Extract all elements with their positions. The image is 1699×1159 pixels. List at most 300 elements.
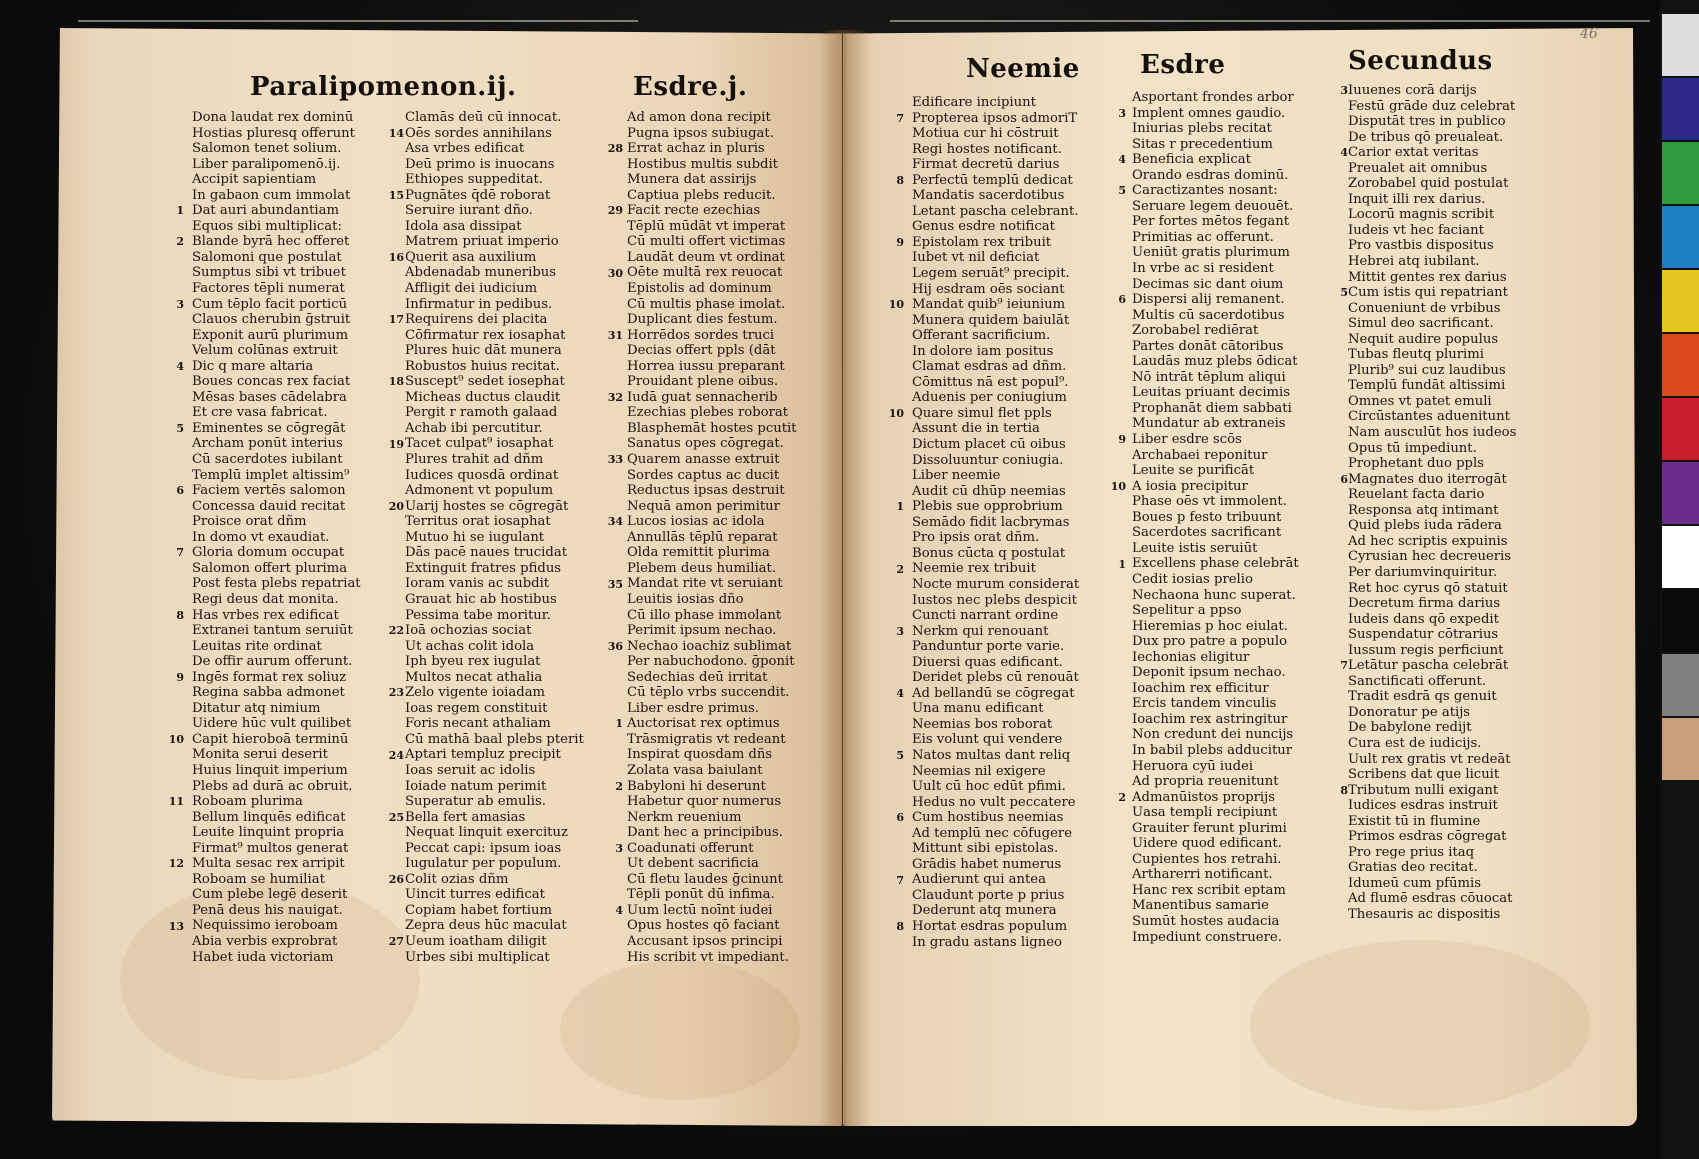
- text-line: Pugna ipsos subiugat.: [627, 125, 774, 141]
- text-line: Boues p festo tribuunt: [1132, 509, 1282, 525]
- chapter-number: 2: [896, 562, 904, 576]
- text-line: Pro rege prius itaq: [1348, 844, 1475, 860]
- text-line: Impediunt construere.: [1132, 929, 1282, 945]
- text-line: Iustos nec plebs despicit: [912, 592, 1077, 608]
- text-line: Nechao ioachiz sublimat: [627, 638, 792, 654]
- text-line: Preualet ait omnibus: [1348, 160, 1488, 176]
- text-line: Hostias pluresq offerunt: [192, 125, 355, 141]
- text-line: Eminentes se cōgregāt: [192, 420, 346, 436]
- text-line: Iussum regis perficiunt: [1348, 642, 1504, 658]
- chapter-number: 2: [176, 235, 184, 249]
- text-line: Simul deo sacrificant.: [1348, 316, 1494, 332]
- text-line: Idumeū cum pfūmis: [1348, 875, 1482, 891]
- text-line: Per dariumvinquiritur.: [1348, 564, 1498, 580]
- text-line: Zorobabel rediērat: [1132, 323, 1259, 339]
- text-line: Infirmatur in pedibus.: [405, 296, 553, 312]
- text-line: Seruare legem deuouēt.: [1132, 198, 1294, 214]
- chapter-number: 22: [388, 624, 404, 638]
- chapter-number: 9: [896, 235, 904, 249]
- text-line: Dās pacē naues trucidat: [405, 545, 567, 561]
- text-line: Mittit gentes rex darius: [1348, 269, 1507, 285]
- chapter-number: 3: [1118, 106, 1126, 120]
- text-line: Oēs sordes annihilans: [405, 125, 552, 141]
- text-line: Ioram vanis ac subdit: [405, 576, 550, 592]
- text-line: Firmat⁹ multos generat: [192, 840, 349, 856]
- chapter-number: 4: [176, 359, 184, 373]
- text-line: Duplicant dies festum.: [627, 312, 778, 328]
- text-line: Offerant sacrificium.: [912, 328, 1051, 344]
- text-line: Quid plebs iuda rādera: [1348, 518, 1502, 534]
- chapter-number: 4: [615, 904, 623, 918]
- chapter-number: 6: [1340, 472, 1348, 486]
- text-line: Cū mathā baal plebs pterit: [405, 731, 584, 747]
- text-line: Facit recte ezechias: [627, 203, 761, 219]
- text-line: Per nabuchodono. ḡponit: [627, 654, 795, 670]
- text-line: Leuitas rite ordinat: [192, 638, 322, 654]
- color-checker-swatch: [1662, 78, 1699, 140]
- text-line: Iudeis dans qō expedit: [1348, 611, 1499, 627]
- text-line: Multis cū sacerdotibus: [1132, 307, 1285, 323]
- text-line: Plebem deus humiliat.: [627, 560, 777, 576]
- text-line: Nequissimo ieroboam: [192, 918, 338, 934]
- text-line: Seruire iurant dño.: [405, 203, 533, 219]
- text-line: Diuersi quas edificant.: [912, 654, 1063, 670]
- text-line: Ret hoc cyrus qō statuit: [1348, 580, 1508, 596]
- text-line: Implent omnes gaudio.: [1132, 105, 1286, 121]
- text-line: Primitias ac offerunt.: [1132, 229, 1274, 245]
- text-line: Firmat decretū darius: [912, 157, 1060, 173]
- scan-frame-line: [890, 20, 1650, 22]
- chapter-number: 8: [896, 173, 904, 187]
- text-line: Asa vrbes edificat: [405, 141, 525, 157]
- chapter-number: 15: [388, 188, 404, 202]
- text-line: Iph byeu rex iugulat: [405, 654, 541, 670]
- text-line: Abia verbis exprobrat: [192, 933, 338, 949]
- text-line: Trāsmigratis vt redeant: [627, 731, 786, 747]
- text-line: Nam ausculūt hos iudeos: [1348, 425, 1517, 441]
- running-head-neemie: Neemie: [966, 54, 1080, 84]
- text-line: Epistolis ad dominum: [627, 281, 772, 297]
- text-line: In dolore iam positus: [912, 343, 1054, 359]
- text-line: Dux pro patre a populo: [1132, 634, 1288, 650]
- text-line: Audit cū dhūp neemias: [912, 483, 1066, 499]
- text-line: Sacerdotes sacrificant: [1132, 525, 1282, 541]
- text-line: Suspendatur cōtrarius: [1348, 627, 1499, 643]
- text-line: Circūstantes aduenitunt: [1348, 409, 1510, 425]
- text-line: Una manu edificant: [912, 701, 1044, 717]
- text-line: Opus tū impediunt.: [1348, 440, 1477, 456]
- text-line: Regi hostes notificant.: [912, 141, 1062, 157]
- text-line: Liber paralipomenō.ij.: [192, 156, 341, 172]
- text-line: Grādis habet numerus: [912, 856, 1062, 872]
- text-line: Deū primo is inuocans: [405, 156, 555, 172]
- text-line: Horrēdos sordes truci: [627, 327, 775, 343]
- chapter-number: 8: [896, 920, 904, 934]
- text-line: Uum lectū noīnt iudei: [627, 902, 773, 918]
- color-checker-swatch: [1662, 398, 1699, 460]
- text-line: Eis volunt qui vendere: [912, 732, 1063, 748]
- chapter-number: 29: [607, 204, 623, 218]
- text-line: Ut debent sacrificia: [627, 856, 759, 872]
- text-line: Primos esdras cōgregat: [1348, 829, 1507, 845]
- text-line: Dona laudat rex dominū: [192, 110, 354, 125]
- text-line: Foris necant athaliam: [405, 716, 551, 732]
- text-line: De babylone redijt: [1348, 720, 1472, 736]
- text-line: Cū multis phase imolat.: [627, 296, 786, 312]
- text-line: Olda remittit plurima: [627, 545, 770, 561]
- text-line: Roboam plurima: [192, 794, 303, 810]
- chapter-number: 5: [1340, 286, 1348, 300]
- text-line: Ad templū nec cōfugere: [912, 825, 1073, 841]
- text-line: Regina sabba admonet: [192, 685, 345, 701]
- text-line: Quarem anasse extruit: [627, 452, 780, 468]
- text-line: Legem seruāt⁹ precipit.: [912, 266, 1070, 282]
- text-line: Nerkm reuenium: [627, 809, 742, 825]
- text-line: Sanctificati offerunt.: [1348, 673, 1486, 689]
- text-line: Orando esdras dominū.: [1132, 167, 1289, 183]
- text-line: Nerkm qui renouant: [912, 623, 1049, 639]
- text-line: Per fortes mētos fegant: [1132, 214, 1290, 230]
- text-line: Genus esdre notificat: [912, 219, 1055, 235]
- text-line: Salomoni que postulat: [192, 249, 342, 265]
- text-line: Captiua plebs reducit.: [627, 187, 776, 203]
- text-line: Leuite se purificāt: [1132, 463, 1255, 479]
- text-line: Monita serui deserit: [192, 747, 328, 763]
- text-line: Heruora cyū iudei: [1132, 758, 1254, 774]
- text-line: Prophetant duo ppls: [1348, 456, 1484, 472]
- text-line: Pessima tabe moritur.: [405, 607, 551, 623]
- text-line: Prouidant plene oibus.: [627, 374, 779, 390]
- text-line: Cū fletu laudes ḡcinunt: [627, 871, 783, 887]
- text-line: Artharerri notificant.: [1132, 867, 1273, 883]
- chapter-number: 31: [607, 328, 623, 342]
- text-line: Scribens dat que licuit: [1348, 767, 1500, 783]
- text-line: Prophanāt diem sabbati: [1132, 400, 1292, 416]
- text-line: Iechonias eligitur: [1132, 649, 1250, 665]
- text-line: Ioas seruit ac idolis: [405, 762, 536, 778]
- text-line: Uarij hostes se cōgregāt: [405, 498, 569, 514]
- chapter-number: 30: [607, 266, 623, 280]
- text-line: Mandat rite vt seruiant: [627, 576, 783, 592]
- text-line: A iosia precipitur: [1132, 478, 1248, 494]
- text-line: Edificare incipiunt: [912, 95, 1036, 110]
- color-checker-swatch: [1662, 142, 1699, 204]
- text-line: Deponit ipsum nechao.: [1132, 665, 1286, 681]
- text-line: Festū grāde duz celebrat: [1348, 98, 1516, 114]
- text-line: Tradit esdrā qs genuit: [1348, 689, 1497, 705]
- color-checker-swatch: [1662, 334, 1699, 396]
- text-line: Sumptus sibi vt tribuet: [192, 265, 346, 281]
- text-line: Ioā ochozias sociat: [405, 623, 532, 639]
- text-line: Dant hec a principibus.: [627, 825, 783, 841]
- text-line: Caractizantes nosant:: [1132, 183, 1278, 199]
- chapter-number: 10: [1110, 479, 1126, 493]
- text-line: Ueum ioatham diligit: [405, 933, 547, 949]
- right-column-1: [912, 95, 1079, 950]
- text-line: Inquit illi rex darius.: [1348, 191, 1486, 207]
- chapter-number: 5: [176, 422, 184, 435]
- text-line: Decimas sic dant oium: [1132, 276, 1284, 292]
- text-line: Mundatur ab extraneis: [1132, 416, 1286, 432]
- text-line: Non credunt dei nuncijs: [1132, 727, 1294, 743]
- text-line: Cura est de iudicijs.: [1348, 735, 1482, 751]
- text-line: Extinguit fratres pfidus: [405, 560, 562, 576]
- chapter-number: 10: [168, 733, 184, 746]
- text-line: Regi deus dat monita.: [192, 591, 339, 607]
- chapter-number: 18: [388, 375, 404, 389]
- text-line: Querit asa auxilium: [405, 249, 537, 265]
- chapter-number: 12: [168, 857, 184, 871]
- text-line: Colit ozias dñm: [405, 871, 509, 887]
- chapter-number: 7: [1340, 659, 1348, 673]
- chapter-number: 9: [1118, 433, 1126, 447]
- text-line: Requirens dei placita: [405, 312, 548, 328]
- text-line: Cū tēplo vrbs succendit.: [627, 685, 790, 701]
- text-line: Nequā amon perimitur: [627, 498, 780, 514]
- text-line: Cū sacerdotes iubilant: [192, 452, 343, 468]
- text-line: Sanatus opes cōgregat.: [627, 436, 784, 452]
- text-line: In vrbe ac si resident: [1132, 261, 1274, 277]
- chapter-number: 25: [388, 810, 404, 824]
- text-line: Pugnātes q̄dē roborat: [405, 187, 551, 203]
- text-line: Lucos iosias ac idola: [627, 514, 765, 530]
- chapter-number: 9: [176, 670, 184, 684]
- text-line: Iudeis vt hec faciant: [1348, 222, 1484, 238]
- text-line: Sumūt hostes audacia: [1132, 913, 1280, 929]
- text-line: Hostibus multis subdit: [627, 156, 778, 172]
- text-line: Beneficia explicat: [1132, 152, 1251, 168]
- text-line: In babil plebs adducitur: [1132, 742, 1293, 758]
- text-line: Archabaei reponitur: [1132, 447, 1268, 463]
- text-line: Multa sesac rex arripit: [192, 856, 345, 872]
- text-line: Equos sibi multiplicat:: [192, 218, 342, 234]
- chapter-number: 1: [896, 500, 904, 514]
- text-line: Nequit audire populus: [1348, 331, 1499, 347]
- text-line: Ethiopes suppeditat.: [405, 172, 544, 188]
- chapter-number: 35: [607, 577, 623, 591]
- text-line: Cōfirmatur rex iosaphat: [405, 327, 566, 343]
- text-line: Laudās muz plebs ōdicat: [1132, 354, 1298, 370]
- text-line: Leuite istis seruiūt: [1132, 540, 1258, 556]
- text-line: Cupientes hos retrahi.: [1132, 851, 1282, 867]
- text-line: Copiam habet fortium: [405, 902, 552, 918]
- text-line: Pro ipsis orat dñm.: [912, 530, 1040, 546]
- text-line: Iudices quosdā ordinat: [405, 467, 559, 483]
- paper-stain: [1250, 940, 1590, 1110]
- text-line: Mittunt sibi epistolas.: [912, 841, 1059, 857]
- text-line: Abdenadab muneribus: [405, 265, 557, 281]
- text-line: In domo vt exaudiat.: [192, 529, 330, 545]
- text-line: Manentibus samarie: [1132, 898, 1269, 914]
- text-line: Iniurias plebs recitat: [1132, 121, 1272, 137]
- text-line: Cedit iosias prelio: [1132, 571, 1253, 587]
- text-line: Idola asa dissipat: [405, 218, 522, 234]
- running-head-esdre: Esdre: [1140, 50, 1226, 80]
- text-line: Velum colūnas extruit: [192, 343, 338, 359]
- text-line: Habet iuda victoriam: [192, 949, 334, 965]
- text-line: Nequat linquit exercituz: [405, 825, 568, 841]
- text-line: Auctorisat rex optimus: [627, 716, 780, 732]
- chapter-number: 34: [607, 515, 623, 529]
- text-line: Plurib⁹ sui cuz laudibus: [1348, 362, 1506, 378]
- text-line: Hanc rex scribit eptam: [1132, 882, 1286, 898]
- text-line: In gradu astans ligneo: [912, 934, 1062, 950]
- text-line: Zepra deus hūc maculat: [405, 918, 567, 934]
- chapter-number: 13: [168, 919, 184, 933]
- text-line: Pergit r ramoth galaad: [405, 405, 558, 421]
- text-line: Clamās deū cū innocat.: [405, 110, 562, 125]
- chapter-number: 3: [896, 624, 904, 638]
- text-line: Cōmittus nā est popul⁹.: [912, 374, 1069, 390]
- chapter-number: 6: [176, 484, 184, 498]
- text-line: De tribus qō preualeat.: [1348, 129, 1504, 145]
- text-line: Inspirat quosdam dñs: [627, 747, 773, 763]
- text-line: Cū illo phase immolant: [627, 607, 782, 623]
- text-line: Accipit sapientiam: [192, 172, 317, 188]
- text-line: Uincit turres edificat: [405, 887, 545, 903]
- text-line: Affligit dei iudicium: [405, 281, 538, 297]
- text-line: Nocte murum considerat: [912, 576, 1080, 592]
- text-line: Laudāt deum vt ordinat: [627, 249, 785, 265]
- chapter-number: 24: [388, 748, 404, 762]
- chapter-number: 7: [896, 873, 904, 887]
- chapter-number: 10: [888, 407, 904, 420]
- text-line: Zolata vasa baiulant: [627, 762, 763, 778]
- text-line: Ad propria reuenitunt: [1132, 774, 1279, 790]
- text-line: Plures huic dāt munera: [405, 343, 562, 359]
- text-line: Coadunati offerunt: [627, 840, 754, 856]
- text-line: Matrem priuat imperio: [405, 234, 559, 250]
- text-line: Uult rex gratis vt redeāt: [1348, 751, 1511, 767]
- text-line: Mandat quib⁹ ieiunium: [912, 297, 1066, 313]
- text-line: Sordes captus ac ducit: [627, 467, 780, 483]
- text-line: Horrea iussu preparant: [627, 358, 785, 374]
- paper-stain: [560, 960, 800, 1100]
- text-line: Neemias nil exigere: [912, 763, 1046, 779]
- text-line: Iuuenes corā darijs: [1348, 83, 1477, 98]
- text-line: Extranei tantum seruiūt: [192, 623, 353, 639]
- text-line: Dispersi alij remanent.: [1132, 292, 1285, 308]
- text-line: Archam ponūt interius: [192, 436, 343, 452]
- text-line: Hedus no vult peccatere: [912, 794, 1076, 810]
- text-line: Existit tū in flumine: [1348, 813, 1481, 829]
- text-line: Partes donāt cātoribus: [1132, 338, 1284, 354]
- text-line: Cum plebe legē deserit: [192, 887, 348, 903]
- text-line: Factores tēpli numerat: [192, 281, 345, 297]
- text-line: Leuite linquint propria: [192, 825, 345, 841]
- chapter-number: 5: [1118, 184, 1126, 198]
- text-line: Letātur pascha celebrāt: [1348, 658, 1509, 674]
- color-checker-swatch: [1662, 654, 1699, 716]
- text-line: Hieremias p hoc eiulat.: [1132, 618, 1288, 634]
- text-line: Penā deus his nauigat.: [192, 902, 343, 918]
- running-head-esdre-first: Esdre.j.: [633, 72, 748, 102]
- text-line: Exponit aurū plurimum: [192, 327, 349, 343]
- text-line: Hortat esdras populum: [912, 918, 1068, 934]
- color-checker-swatch: [1662, 14, 1699, 76]
- text-line: Boues concas rex faciat: [192, 374, 351, 390]
- chapter-number: 5: [896, 749, 904, 763]
- text-line: Uasa templi recipiunt: [1132, 805, 1278, 821]
- text-line: Bellum linquēs edificat: [192, 809, 346, 825]
- text-line: Audierunt qui antea: [912, 872, 1046, 888]
- text-line: Liber esdre primus.: [627, 700, 759, 716]
- text-line: Post festa plebs repatriat: [192, 576, 361, 592]
- chapter-number: 6: [1118, 293, 1126, 307]
- text-line: Donoratur pe atijs: [1348, 704, 1471, 720]
- text-line: Plebis sue opprobrium: [912, 499, 1063, 515]
- text-line: Cum tēplo facit porticū: [192, 296, 348, 312]
- text-line: Tēplū mūdāt vt imperat: [627, 218, 786, 234]
- chapter-number: 8: [1340, 783, 1348, 797]
- running-head-paralipomenon: Paralipomenon.ij.: [250, 72, 517, 102]
- text-line: Disputāt tres in publico: [1348, 114, 1506, 130]
- text-line: Iubet vt nil deficiat: [912, 250, 1040, 266]
- text-line: Zorobabel quid postulat: [1348, 176, 1509, 192]
- chapter-number: 26: [388, 872, 404, 886]
- text-line: Deridet plebs cū renouāt: [912, 670, 1079, 686]
- text-line: Bonus cūcta q postulat: [912, 545, 1066, 561]
- text-line: Dic q mare altaria: [192, 358, 314, 374]
- text-line: Letant pascha celebrant.: [912, 203, 1079, 219]
- text-line: Multos necat athalia: [405, 669, 543, 685]
- chapter-number: 19: [388, 437, 404, 451]
- text-line: Aptari templuz precipit: [405, 747, 561, 763]
- chapter-number: 3: [615, 841, 623, 855]
- text-line: Dat auri abundantiam: [192, 203, 339, 219]
- text-line: Concessa dauid recitat: [192, 498, 346, 514]
- right-column-2: [1132, 90, 1299, 945]
- page-number: 46: [1580, 26, 1598, 42]
- left-column-3: [627, 110, 797, 965]
- text-line: Tributum nulli exigant: [1348, 782, 1499, 798]
- text-line: Semādo fidit lacbrymas: [912, 514, 1070, 530]
- chapter-number: 17: [388, 313, 404, 327]
- text-line: Salomon tenet solium.: [192, 141, 342, 157]
- text-line: Leuitis iosias dño: [627, 591, 744, 607]
- chapter-number: 4: [1118, 153, 1126, 167]
- text-line: Ingēs format rex soliuz: [192, 669, 347, 685]
- chapter-number: 23: [388, 686, 404, 700]
- running-head-secundus: Secundus: [1348, 46, 1493, 76]
- text-line: Blande byrā hec offeret: [192, 234, 350, 250]
- chapter-number: 4: [1340, 146, 1348, 160]
- text-line: Uidere quod edificant.: [1132, 836, 1282, 852]
- text-line: Babyloni hi deserunt: [627, 778, 766, 794]
- text-line: Reuelant facta dario: [1348, 487, 1485, 503]
- book-gutter: [820, 30, 870, 1126]
- text-line: Dissoluuntur coniugia.: [912, 452, 1064, 468]
- text-line: Liber esdre scōs: [1132, 432, 1242, 448]
- text-line: Templū fundāt altissimi: [1348, 378, 1506, 394]
- text-line: Plures trahit ad dñm: [405, 452, 544, 468]
- text-line: Ad bellandū se cōgregat: [912, 685, 1075, 701]
- text-line: Ad amon dona recipit: [627, 110, 771, 125]
- text-line: Aduenis per coniugium: [912, 390, 1067, 406]
- text-line: Et cre vasa fabricat.: [192, 405, 328, 421]
- text-line: Superatur ab emulis.: [405, 794, 546, 810]
- scan-frame-line: [78, 20, 638, 22]
- text-line: Admonent vt populum: [405, 483, 554, 499]
- left-column-2: [405, 110, 584, 965]
- text-line: Blasphemāt hostes pcutit: [627, 420, 797, 436]
- text-line: Carior extat veritas: [1348, 145, 1479, 161]
- chapter-number: 10: [888, 298, 904, 312]
- text-line: In gabaon cum immolat: [192, 187, 351, 203]
- text-line: Hij esdram oēs sociant: [912, 281, 1065, 297]
- text-line: Propterea ipsos admoriT: [912, 110, 1078, 126]
- text-line: Sitas r precedentium: [1132, 136, 1273, 152]
